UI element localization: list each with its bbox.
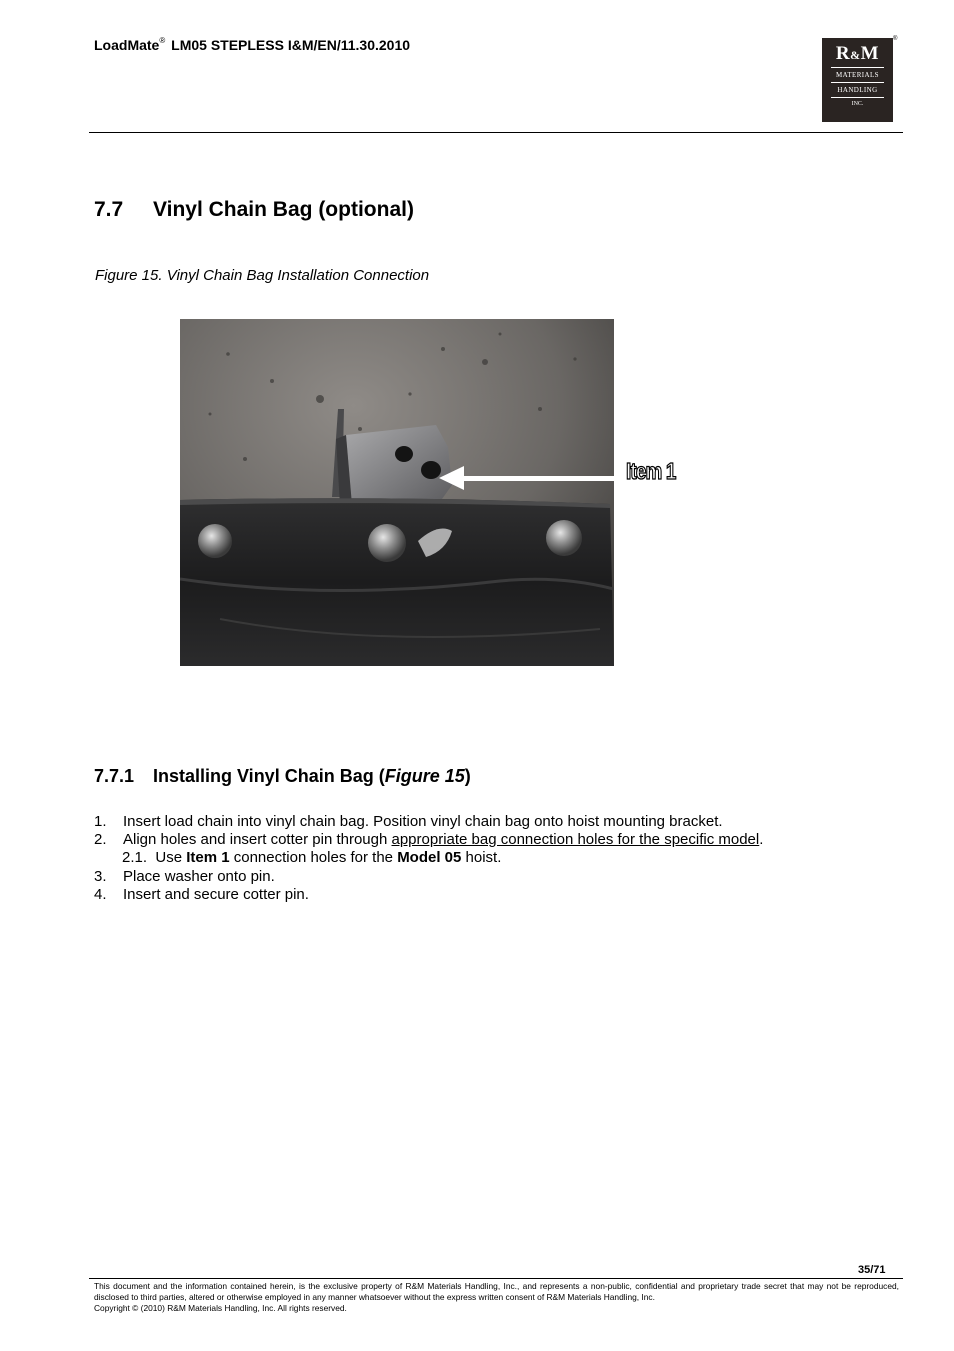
list-subitem: 2.1. Use Item 1 connection holes for the Model 05 hoist. <box>122 849 502 866</box>
figure-caption: Figure 15. Vinyl Chain Bag Installation Connection <box>95 267 430 284</box>
section-title: Vinyl Chain Bag (optional) <box>153 198 414 221</box>
brand-registered-mark: ® <box>159 36 166 45</box>
logo-line-materials: MATERIALS <box>836 71 879 79</box>
logo-divider <box>831 82 884 83</box>
legal-notice: This document and the information contained herein, is the exclusive property of R&M Materials Handling, Inc., and represents a non-public, confidential and proprietary trade secret that may not be reproduced, disclosed to third parties, altered or otherwise employed in any manner whatsoever without the express written consent of R&M Materials Handling, Inc. <box>94 1281 899 1302</box>
copyright: Copyright © (2010) R&M Materials Handling, Inc. All rights reserved. <box>94 1303 347 1313</box>
footer-divider <box>89 1278 903 1279</box>
list-item: 2. Align holes and insert cotter pin through appropriate bag connection holes for the specific model. <box>94 831 764 848</box>
document-id: LM05 STEPLESS I&M/EN/11.30.2010 <box>171 37 411 53</box>
vinyl-chain-bag <box>180 498 614 666</box>
company-logo <box>822 38 893 122</box>
page-number: 35/71 <box>858 1264 886 1276</box>
logo-line-handling: HANDLING <box>837 86 878 94</box>
footer-legal <box>94 1281 899 1314</box>
bracket-hole-upper <box>395 446 413 462</box>
logo-divider <box>831 67 884 68</box>
section-number: 7.7 <box>94 198 124 221</box>
bag-rivet <box>546 520 582 556</box>
subsection-number: 7.7.1 <box>94 766 135 786</box>
chain-bag-photo <box>180 319 614 666</box>
logo-divider <box>831 97 884 98</box>
list-item: 4. Insert and secure cotter pin. <box>94 886 309 903</box>
logo-registered-mark: ® <box>893 36 898 42</box>
list-item: 3. Place washer onto pin. <box>94 868 275 885</box>
logo-initials: R&M <box>835 43 880 64</box>
section-heading <box>94 198 414 222</box>
underlined-text: appropriate bag connection holes for the specific model <box>391 831 760 848</box>
document-header <box>94 36 410 53</box>
bag-rivet <box>198 524 232 558</box>
brand-name: LoadMate <box>94 37 160 53</box>
callout-item-1-label: Item 1 <box>626 458 676 484</box>
list-item: 1. Insert load chain into vinyl chain bag. Position vinyl chain bag onto hoist mounting bracket. <box>94 813 723 830</box>
logo-line-inc: INC. <box>851 101 864 107</box>
bag-rivet <box>368 524 406 562</box>
subsection-heading: 7.7.1 Installing Vinyl Chain Bag (Figure 15) <box>94 766 471 786</box>
header-divider <box>89 132 903 133</box>
figure-reference: Figure 15 <box>384 766 465 786</box>
bracket-hole-item-1 <box>421 461 441 479</box>
